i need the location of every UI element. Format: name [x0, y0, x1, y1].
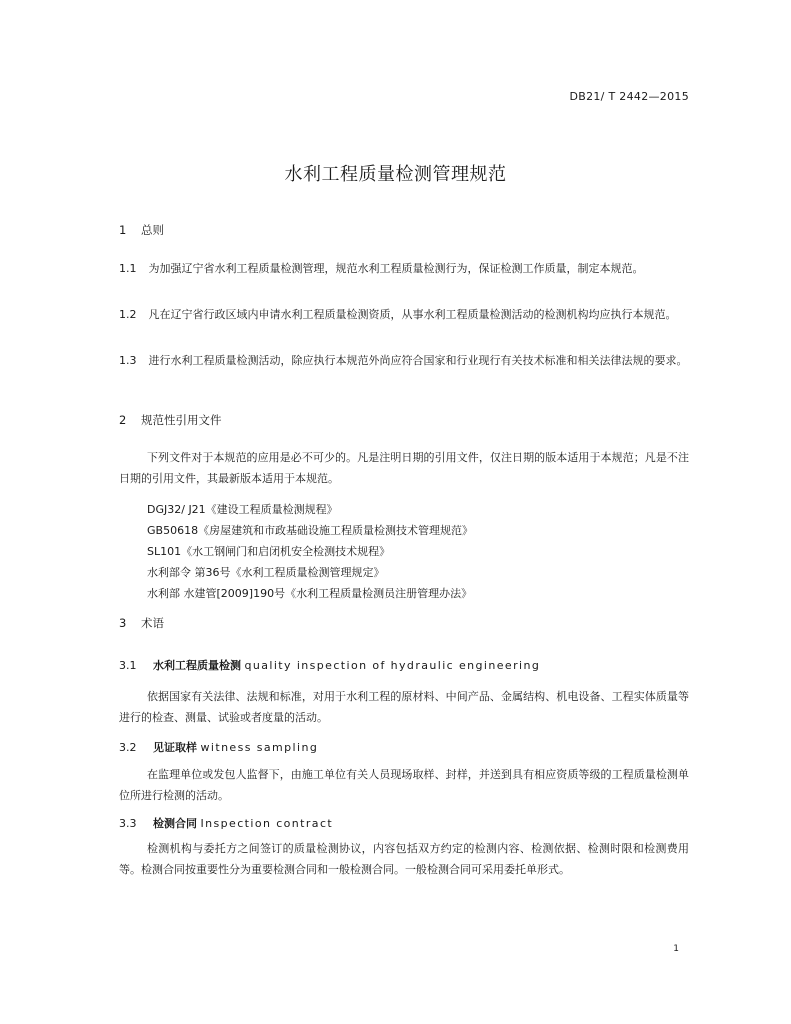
term-english: quality inspection of hydraulic engineering [244, 659, 541, 672]
reference-list [147, 499, 473, 604]
term-chinese: 水利工程质量检测 [153, 659, 241, 672]
clause-number: 1.2 [119, 308, 137, 321]
section-3-heading [119, 615, 164, 631]
section-number: 3 [119, 616, 127, 630]
term-3-2-definition: 在监理单位或发包人监督下，由施工单位有关人员现场取样、封样，并送到具有相应资质等级的工程质量检测单位所进行检测的活动。 [119, 768, 689, 802]
section-title: 术语 [141, 616, 164, 630]
term-english: Inspection contract [200, 817, 334, 830]
clause-number: 1.3 [119, 354, 137, 367]
references-intro: 下列文件对于本规范的应用是必不可少的。凡是注明日期的引用文件，仅注日期的版本适用于本规范；凡是不注日期的引用文件，其最新版本适用于本规范。 [119, 451, 689, 485]
reference-item: SL101《水工钢闸门和启闭机安全检测技术规程》 [147, 545, 391, 558]
reference-item: 水利部令 第36号《水利工程质量检测管理规定》 [147, 566, 385, 579]
clause-1-1 [119, 258, 689, 279]
clause-text: 凡在辽宁省行政区域内申请水利工程质量检测资质，从事水利工程质量检测活动的检测机构均应执行本规范。 [148, 308, 677, 321]
standard-code: DB21/ T 2442—2015 [569, 90, 689, 103]
page-number: 1 [673, 944, 679, 954]
reference-item: GB50618《房屋建筑和市政基础设施工程质量检测技术管理规范》 [147, 524, 474, 537]
term-number: 3.1 [119, 659, 137, 672]
section-number: 2 [119, 413, 127, 427]
term-3-3-definition: 检测机构与委托方之间签订的质量检测协议，内容包括双方约定的检测内容、检测依据、检测时限和检测费用等。检测合同按重要性分为重要检测合同和一般检测合同。一般检测合同可采用委托单形式。 [119, 842, 689, 876]
section-1-heading [119, 222, 164, 238]
term-number: 3.3 [119, 817, 137, 830]
clause-number: 1.1 [119, 262, 137, 275]
term-3-1-heading [119, 657, 540, 673]
section-2-heading [119, 412, 222, 428]
section-title: 总则 [141, 223, 164, 237]
clause-1-3 [119, 350, 689, 371]
clause-1-2 [119, 304, 689, 325]
term-3-2-heading [119, 739, 318, 755]
clause-text: 进行水利工程质量检测活动，除应执行本规范外尚应符合国家和行业现行有关技术标准和相关法律法规的要求。 [148, 354, 688, 367]
term-number: 3.2 [119, 741, 137, 754]
term-english: witness sampling [200, 741, 319, 754]
clause-text: 为加强辽宁省水利工程质量检测管理，规范水利工程质量检测行为，保证检测工作质量，制定本规范。 [148, 262, 644, 275]
reference-item: DGJ32/ J21《建设工程质量检测规程》 [147, 503, 338, 516]
term-chinese: 检测合同 [153, 817, 197, 830]
section-number: 1 [119, 223, 127, 237]
document-title: 水利工程质量检测管理规范 [284, 164, 507, 185]
term-chinese: 见证取样 [153, 741, 197, 754]
term-3-1-definition: 依据国家有关法律、法规和标准，对用于水利工程的原材料、中间产品、金属结构、机电设备、工程实体质量等进行的检查、测量、试验或者度量的活动。 [119, 690, 689, 724]
reference-item: 水利部 水建管[2009]190号《水利工程质量检测员注册管理办法》 [147, 587, 473, 600]
term-3-3-heading [119, 815, 333, 831]
section-title: 规范性引用文件 [141, 413, 222, 427]
